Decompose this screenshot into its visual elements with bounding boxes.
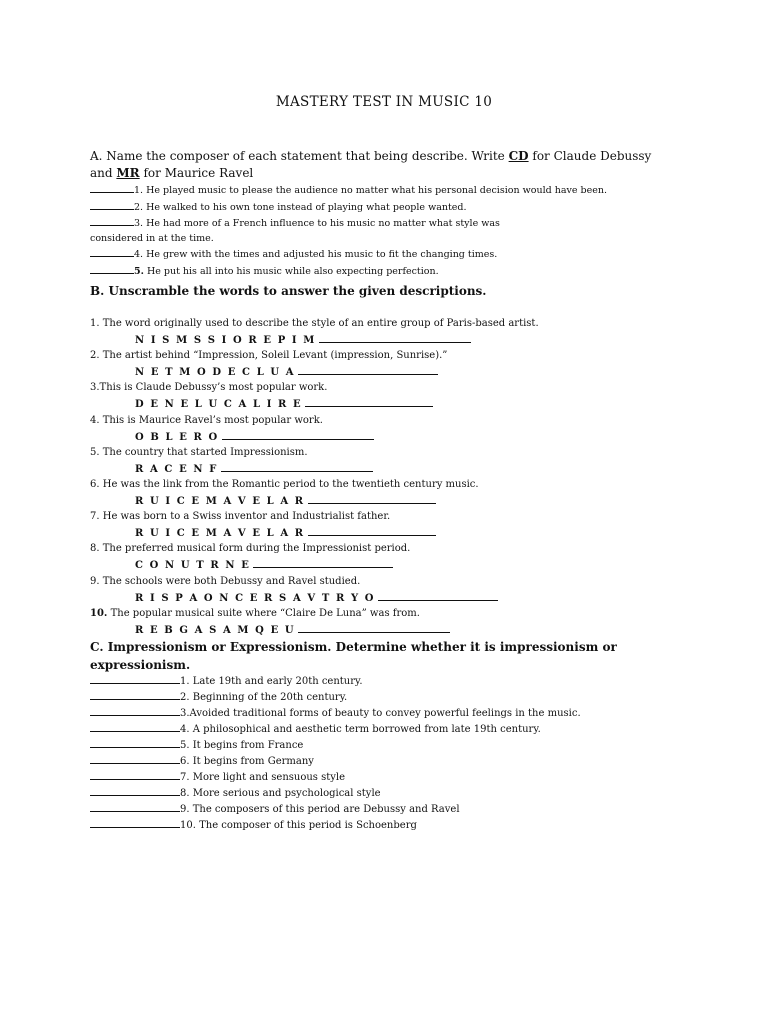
scrambled-letters: R U I C E M A V E L A R: [135, 528, 305, 540]
item-text: 1. Late 19th and early 20th century.: [180, 676, 363, 687]
question-description: 9. The schools were both Debussy and Ravel studied.: [90, 575, 361, 587]
scrambled-word: [90, 622, 690, 638]
item-number: 3.: [134, 218, 147, 229]
section-a-intro-text-2: for Claude Debussy: [528, 149, 652, 163]
item-text: 8. More serious and psychological style: [180, 788, 381, 799]
scrambled-word: [90, 364, 690, 380]
question-description: [90, 606, 690, 622]
item-number: 2.: [134, 201, 147, 213]
list-item: [90, 689, 690, 705]
scrambled-letters: R E B G A S A M Q E U: [135, 624, 296, 636]
answer-blank[interactable]: [90, 673, 180, 684]
scrambled-word: [90, 461, 690, 477]
answer-blank[interactable]: [90, 785, 180, 796]
list-item: [90, 263, 670, 280]
section-b-list: [90, 316, 690, 638]
scrambled-letters: R U I C E M A V E L A R: [135, 496, 305, 508]
item-number: 10.: [90, 607, 108, 619]
section-a-instructions: [90, 148, 670, 182]
answer-blank[interactable]: [253, 557, 393, 568]
section-a-list: [90, 182, 670, 279]
answer-blank[interactable]: [90, 801, 180, 812]
answer-blank[interactable]: [90, 721, 180, 732]
item-text: 5. It begins from France: [180, 740, 304, 751]
list-item: [90, 721, 690, 737]
answer-blank[interactable]: [90, 182, 134, 193]
item-text: 3.Avoided traditional forms of beauty to convey powerful feelings in the music.: [180, 708, 581, 719]
item-text: He put his all into his music while also expecting perfection.: [143, 265, 439, 277]
item-text: He had more of a French influence to his music no matter what style was: [146, 218, 500, 229]
list-item: [90, 801, 690, 817]
answer-blank[interactable]: [90, 199, 134, 210]
list-item: [90, 215, 670, 232]
item-text: 2. Beginning of the 20th century.: [180, 692, 348, 703]
list-item: [90, 673, 690, 689]
list-item: [90, 737, 690, 753]
item-text: He grew with the times and adjusted his music to fit the changing times.: [146, 249, 498, 260]
scrambled-word: [90, 525, 690, 541]
question-description: 1. The word originally used to describe the style of an entire group of Paris-based artist.: [90, 318, 539, 329]
item-number: 1.: [134, 185, 147, 196]
item-text: 4. A philosophical and aesthetic term borrowed from late 19th century.: [180, 724, 541, 735]
answer-blank[interactable]: [308, 493, 436, 504]
scrambled-word: [90, 396, 690, 412]
scrambled-word: [90, 590, 690, 606]
answer-blank[interactable]: [222, 429, 374, 440]
question-description: 6. He was the link from the Romantic period to the twentieth century music.: [90, 478, 479, 490]
mr-code: MR: [116, 166, 140, 180]
answer-blank[interactable]: [298, 622, 450, 633]
answer-blank[interactable]: [298, 364, 438, 375]
list-item: [90, 753, 690, 769]
section-a-intro-text-3: and: [90, 166, 117, 180]
list-item: [90, 705, 690, 721]
section-c-list: [90, 673, 690, 833]
answer-blank[interactable]: [90, 753, 180, 764]
answer-blank[interactable]: [305, 396, 433, 407]
list-item: [90, 769, 690, 785]
scrambled-letters: N I S M S S I O R E P I M: [135, 335, 316, 347]
question-description: 2. The artist behind “Impression, Soleil Levant (impression, Sunrise).”: [90, 350, 448, 362]
list-item: [90, 199, 670, 216]
list-item-continued: [90, 232, 670, 247]
question-description: 7. He was born to a Swiss inventor and Industrialist father.: [90, 511, 391, 523]
list-item: [90, 817, 690, 833]
answer-blank[interactable]: [90, 215, 134, 226]
scrambled-word: [90, 557, 690, 573]
question-description: 4. This is Maurice Ravel’s most popular work.: [90, 414, 323, 426]
answer-blank[interactable]: [221, 461, 373, 472]
list-item: [90, 182, 670, 199]
answer-blank[interactable]: [90, 737, 180, 748]
item-text: 7. More light and sensuous style: [180, 772, 346, 783]
item-text: 10. The composer of this period is Schoenberg: [180, 820, 417, 831]
scrambled-word: [90, 493, 690, 509]
scrambled-word: [90, 429, 690, 445]
scrambled-letters: R I S P A O N C E R S A V T R Y O: [135, 592, 376, 604]
item-text: 6. It begins from Germany: [180, 756, 314, 767]
item-text: considered in at the time.: [90, 232, 214, 244]
scrambled-letters: D E N E L U C A L I R E: [135, 399, 303, 411]
list-item: [90, 246, 670, 263]
scrambled-letters: C O N U T R N E: [135, 560, 251, 572]
item-number: 4.: [134, 249, 147, 260]
question-description: 3.This is Claude Debussy’s most popular work.: [90, 382, 328, 394]
question-description: 5. The country that started Impressionism.: [90, 446, 308, 458]
answer-blank[interactable]: [378, 590, 498, 601]
question-description: 8. The preferred musical form during the Impressionist period.: [90, 543, 411, 555]
answer-blank[interactable]: [90, 689, 180, 700]
scrambled-letters: R A C E N F: [135, 463, 218, 475]
section-b-heading: B. Unscramble the words to answer the given descriptions.: [90, 284, 487, 298]
section-c-heading: C. Impressionism or Expressionism. Determine whether it is impressionism or expressionism.: [90, 640, 617, 672]
page-title: MASTERY TEST IN MUSIC 10: [275, 94, 493, 110]
item-text: He walked to his own tone instead of playing what people wanted.: [146, 201, 467, 213]
item-text: He played music to please the audience no matter what his personal decision would have been.: [146, 185, 607, 196]
item-number: 5.: [134, 265, 144, 277]
section-a-intro-text: A. Name the composer of each statement that being describe. Write: [90, 149, 509, 163]
answer-blank[interactable]: [90, 769, 180, 780]
item-text: The popular musical suite where “Claire De Luna” was from.: [107, 607, 420, 619]
answer-blank[interactable]: [90, 263, 134, 274]
answer-blank[interactable]: [319, 332, 471, 343]
scrambled-letters: N E T M O D E C L U A: [135, 367, 296, 379]
answer-blank[interactable]: [308, 525, 436, 536]
scrambled-word: [90, 332, 690, 348]
cd-code: CD: [508, 149, 529, 163]
answer-blank[interactable]: [90, 246, 134, 257]
list-item: [90, 785, 690, 801]
answer-blank[interactable]: [90, 817, 180, 828]
answer-blank[interactable]: [90, 705, 180, 716]
section-a-intro-text-4: for Maurice Ravel: [139, 166, 254, 180]
item-text: 9. The composers of this period are Debussy and Ravel: [180, 804, 460, 815]
scrambled-letters: O B L E R O: [135, 431, 219, 443]
